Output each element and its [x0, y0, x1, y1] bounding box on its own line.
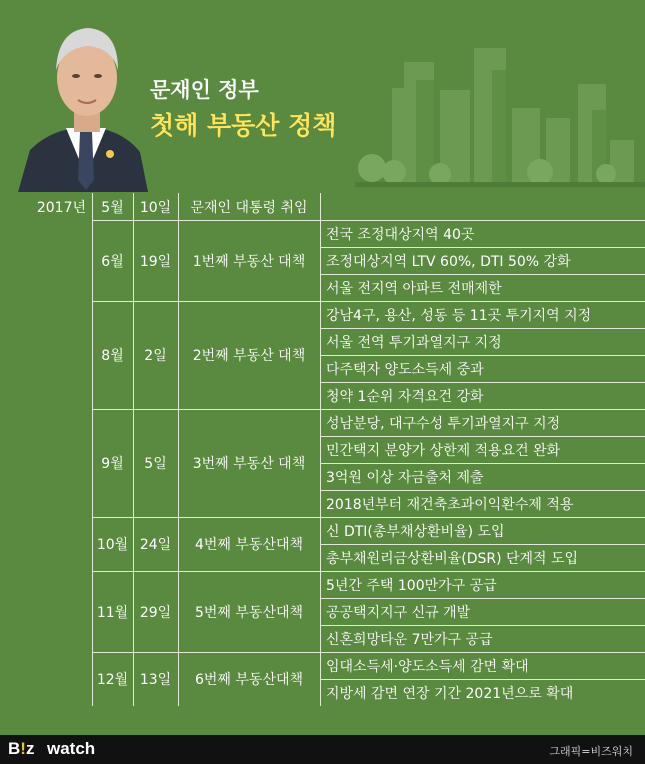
column-divider [133, 301, 134, 409]
measure-name: 3번째 부동산 대책 [192, 456, 306, 472]
column-divider [133, 193, 134, 220]
measure-name: 2번째 부동산 대책 [192, 348, 306, 364]
measure-detail: 강남4구, 용산, 성동 등 11곳 투기지역 지정 [326, 307, 592, 324]
month-cell: 12월 [96, 672, 129, 688]
graphic-credit: 그래픽=비즈워치 [549, 745, 633, 758]
measure-detail: 신 DTI(총부채상환비율) 도입 [326, 523, 505, 540]
day-cell: 10일 [139, 199, 172, 216]
measure-detail: 총부채원리금상환비율(DSR) 단계적 도입 [326, 550, 579, 567]
column-divider [320, 571, 321, 652]
inauguration-event: 문재인 대통령 취임 [190, 199, 308, 216]
column-divider [320, 652, 321, 706]
column-divider [178, 220, 179, 301]
bizwatch-logo-text: watch [47, 739, 96, 758]
month-cell: 6월 [101, 253, 124, 270]
measure-name: 4번째 부동산대책 [194, 537, 304, 553]
measure-name: 5번째 부동산대책 [194, 604, 304, 621]
column-divider [320, 301, 321, 409]
column-divider [320, 193, 321, 220]
measure-detail: 3억원 이상 자금출처 제출 [326, 469, 484, 486]
column-divider [178, 301, 179, 409]
column-divider [178, 193, 179, 220]
measure-detail: 서울 전역 투기과열지구 지정 [326, 334, 502, 351]
measure-name: 1번째 부동산 대책 [192, 253, 306, 270]
day-cell: 29일 [139, 604, 172, 621]
year-label: 2017년 [36, 199, 86, 216]
month-cell: 9월 [101, 456, 124, 472]
measure-detail: 5년간 주택 100만가구 공급 [326, 577, 497, 594]
measure-detail: 청약 1순위 자격요건 강화 [326, 388, 484, 405]
measure-detail: 지방세 감면 연장 기간 2021년으로 확대 [326, 685, 574, 702]
column-divider [320, 517, 321, 571]
column-divider [320, 409, 321, 517]
column-divider [133, 652, 134, 706]
column-divider [178, 409, 179, 517]
footer [0, 735, 645, 764]
measure-detail: 서울 전지역 아파트 전매제한 [326, 280, 502, 297]
measure-detail: 민간택지 분양가 상한제 적용요건 완화 [326, 442, 561, 459]
measure-detail: 전국 조정대상지역 40곳 [326, 226, 475, 243]
month-cell: 8월 [101, 348, 124, 364]
measure-detail: 공공택지지구 신규 개발 [326, 604, 471, 621]
president-portrait [0, 0, 150, 192]
measure-detail: 다주택자 양도소득세 중과 [326, 361, 484, 378]
day-cell: 19일 [139, 253, 172, 270]
day-cell: 2일 [144, 348, 167, 364]
day-cell: 5일 [144, 456, 167, 472]
measure-detail: 조정대상지역 LTV 60%, DTI 50% 강화 [326, 253, 571, 270]
measure-detail: 신혼희망타운 7만가구 공급 [326, 631, 493, 648]
measure-detail: 2018년부터 재건축초과이익환수제 적용 [326, 496, 574, 513]
title-line-2: 첫해 부동산 정책 [150, 111, 337, 140]
month-cell: 5월 [101, 199, 124, 216]
column-divider [133, 409, 134, 517]
column-divider [178, 517, 179, 571]
column-divider [92, 193, 93, 706]
column-divider [133, 517, 134, 571]
measure-detail: 임대소득세·양도소득세 감면 확대 [326, 658, 529, 675]
column-divider [178, 571, 179, 652]
column-divider [133, 220, 134, 301]
month-cell: 10월 [96, 537, 129, 553]
measure-detail: 성남분당, 대구수성 투기과열지구 지정 [326, 415, 561, 432]
header [0, 0, 645, 192]
day-cell: 24일 [139, 537, 172, 553]
day-cell: 13일 [139, 672, 172, 688]
measure-name: 6번째 부동산대책 [194, 672, 304, 688]
column-divider [320, 220, 321, 301]
column-divider [133, 571, 134, 652]
title-line-1: 문재인 정부 [150, 78, 259, 102]
bizwatch-logo: B!z [8, 739, 35, 758]
column-divider [178, 652, 179, 706]
month-cell: 11월 [96, 604, 129, 621]
